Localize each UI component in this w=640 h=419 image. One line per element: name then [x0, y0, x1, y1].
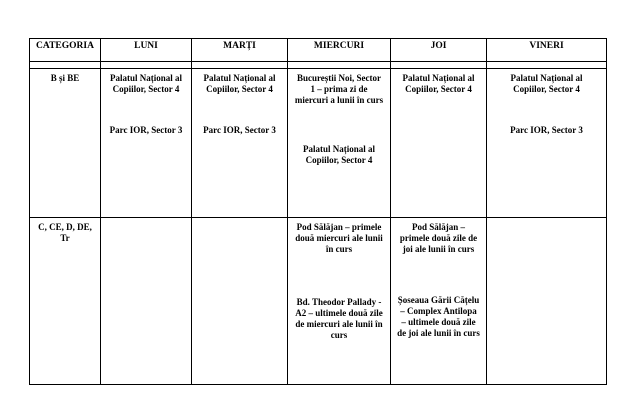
luni-cell — [101, 69, 192, 218]
table-row-c-ce-d-de-tr — [30, 218, 607, 385]
vineri-cell — [487, 218, 607, 385]
schedule-table — [29, 38, 607, 385]
location-entry: Parc IOR, Sector 3 — [510, 125, 583, 135]
location-entry: Pod Sălăjan – primele două zile de joi ale lunii în curs — [399, 222, 478, 254]
location-entry: Palatul Național al Copiilor, Sector 4 — [203, 73, 276, 94]
marti-cell — [192, 69, 288, 218]
location-entry: Palatul Național al Copiilor, Sector 4 — [402, 73, 475, 94]
location-entry: Șoseaua Gării Cățelu – Complex Antilopa – ultimele două zile de joi ale lunii în curs — [397, 295, 480, 338]
location-entry: Bucureștii Noi, Sector 1 – prima zi de miercuri a lunii în curs — [294, 73, 384, 105]
miercuri-cell — [288, 218, 391, 385]
location-entry: Palatul Național al Copiilor, Sector 4 — [302, 144, 375, 165]
header-miercuri: MIERCURI — [288, 39, 391, 62]
category-label: C, CE, D, DE, Tr — [38, 222, 92, 243]
location-entry: Parc IOR, Sector 3 — [109, 125, 183, 135]
joi-cell — [391, 69, 487, 218]
location-entry: Parc IOR, Sector 3 — [203, 125, 276, 135]
miercuri-cell — [288, 69, 391, 218]
location-entry: Palatul Național al Copiilor, Sector 4 — [510, 73, 583, 94]
header-categoria: CATEGORIA — [30, 39, 101, 62]
location-entry: Bd. Theodor Pallady - A2 – ultimele două zile de miercuri ale lunii în curs — [295, 297, 383, 340]
marti-cell — [192, 218, 288, 385]
vineri-cell — [487, 69, 607, 218]
joi-cell — [391, 218, 487, 385]
header-luni: LUNI — [101, 39, 192, 62]
header-row — [30, 39, 607, 62]
header-joi: JOI — [391, 39, 487, 62]
table-row-b-be — [30, 69, 607, 218]
spacer-row — [30, 62, 607, 69]
category-label: B și BE — [50, 73, 80, 83]
location-entry: Palatul Național al Copiilor, Sector 4 — [109, 73, 182, 94]
category-cell — [30, 69, 101, 218]
category-cell — [30, 218, 101, 385]
luni-cell — [101, 218, 192, 385]
header-vineri: VINERI — [487, 39, 607, 62]
header-marti: MARȚI — [192, 39, 288, 62]
location-entry: Pod Sălăjan – primele două miercuri ale lunii în curs — [295, 222, 383, 254]
